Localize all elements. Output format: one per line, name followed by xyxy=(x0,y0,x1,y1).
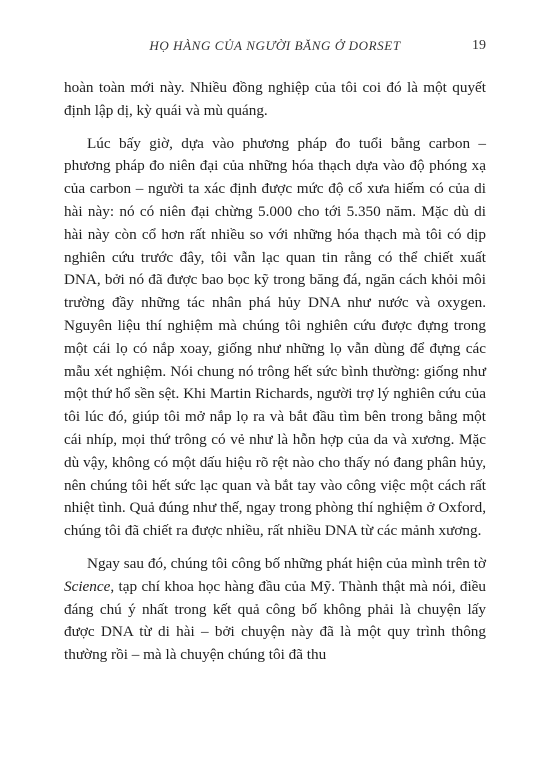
page-number: 19 xyxy=(472,38,486,53)
paragraph-3-text-after: , tạp chí khoa học hàng đầu của Mỹ. Thành thật mà nói, điều đáng chú ý nhất trong kết quả công bố không phải là chuyện lấy được DNA từ di hài – bởi chuyện này đã là một quy trình thông thường rồi – mà là chuyện chúng tôi đã thu xyxy=(64,577,486,664)
paragraph-3-text-before: Ngay sau đó, chúng tôi công bố những phát hiện của mình trên tờ xyxy=(87,554,486,572)
paragraph-3 xyxy=(64,553,486,667)
running-title: HỌ HÀNG CỦA NGƯỜI BĂNG Ở DORSET xyxy=(149,38,401,53)
body-text xyxy=(64,77,486,667)
journal-name: Science xyxy=(64,577,111,595)
running-header xyxy=(64,38,486,58)
paragraph-2: Lúc bấy giờ, dựa vào phương pháp đo tuổi bằng carbon – phương pháp đo niên đại của những hóa thạch dựa vào độ phóng xạ của carbon – người ta xác định được mức độ cổ xưa hiếm có của di hài này: nó có niên đại chừng 5.000 cho tới 5.350 năm. Mặc dù di hài này còn cổ hơn rất nhiều so với những hóa thạch mà tôi có dịp nghiên cứu trước đây, tôi vẫn lạc quan tin rằng có thể chiết xuất DNA, bởi nó đã được bao bọc kỹ trong băng đá, ngăn cách khỏi môi trường đầy những tác nhân phá hủy DNA như nước và oxygen. Nguyên liệu thí nghiệm mà chúng tôi nghiên cứu được đựng trong một cái lọ có nắp xoay, giống như những lọ vẫn dùng để đựng các mẫu xét nghiệm. Nói chung nó trông hết sức bình thường: giống như một thứ hổ sền sệt. Khi Martin Richards, người trợ lý nghiên cứu của tôi lúc đó, giúp tôi mở nắp lọ ra và bắt đầu tìm bên trong bằng một cái nhíp, mọi thứ trông có vẻ như là hỗn hợp của da và xương. Mặc dù vậy, không có một dấu hiệu rõ rệt nào cho thấy nó đang phân hủy, nên chúng tôi hết sức lạc quan và bắt tay vào công việc một cách rất nhiệt tình. Quả đúng như thế, ngay trong phòng thí nghiệm ở Oxford, chúng tôi đã chiết ra được nhiều, rất nhiều DNA từ các mảnh xương. xyxy=(64,134,486,540)
paragraph-1: hoàn toàn mới này. Nhiều đồng nghiệp của tôi coi đó là một quyết định lập dị, kỳ quái và mù quáng. xyxy=(64,79,486,119)
